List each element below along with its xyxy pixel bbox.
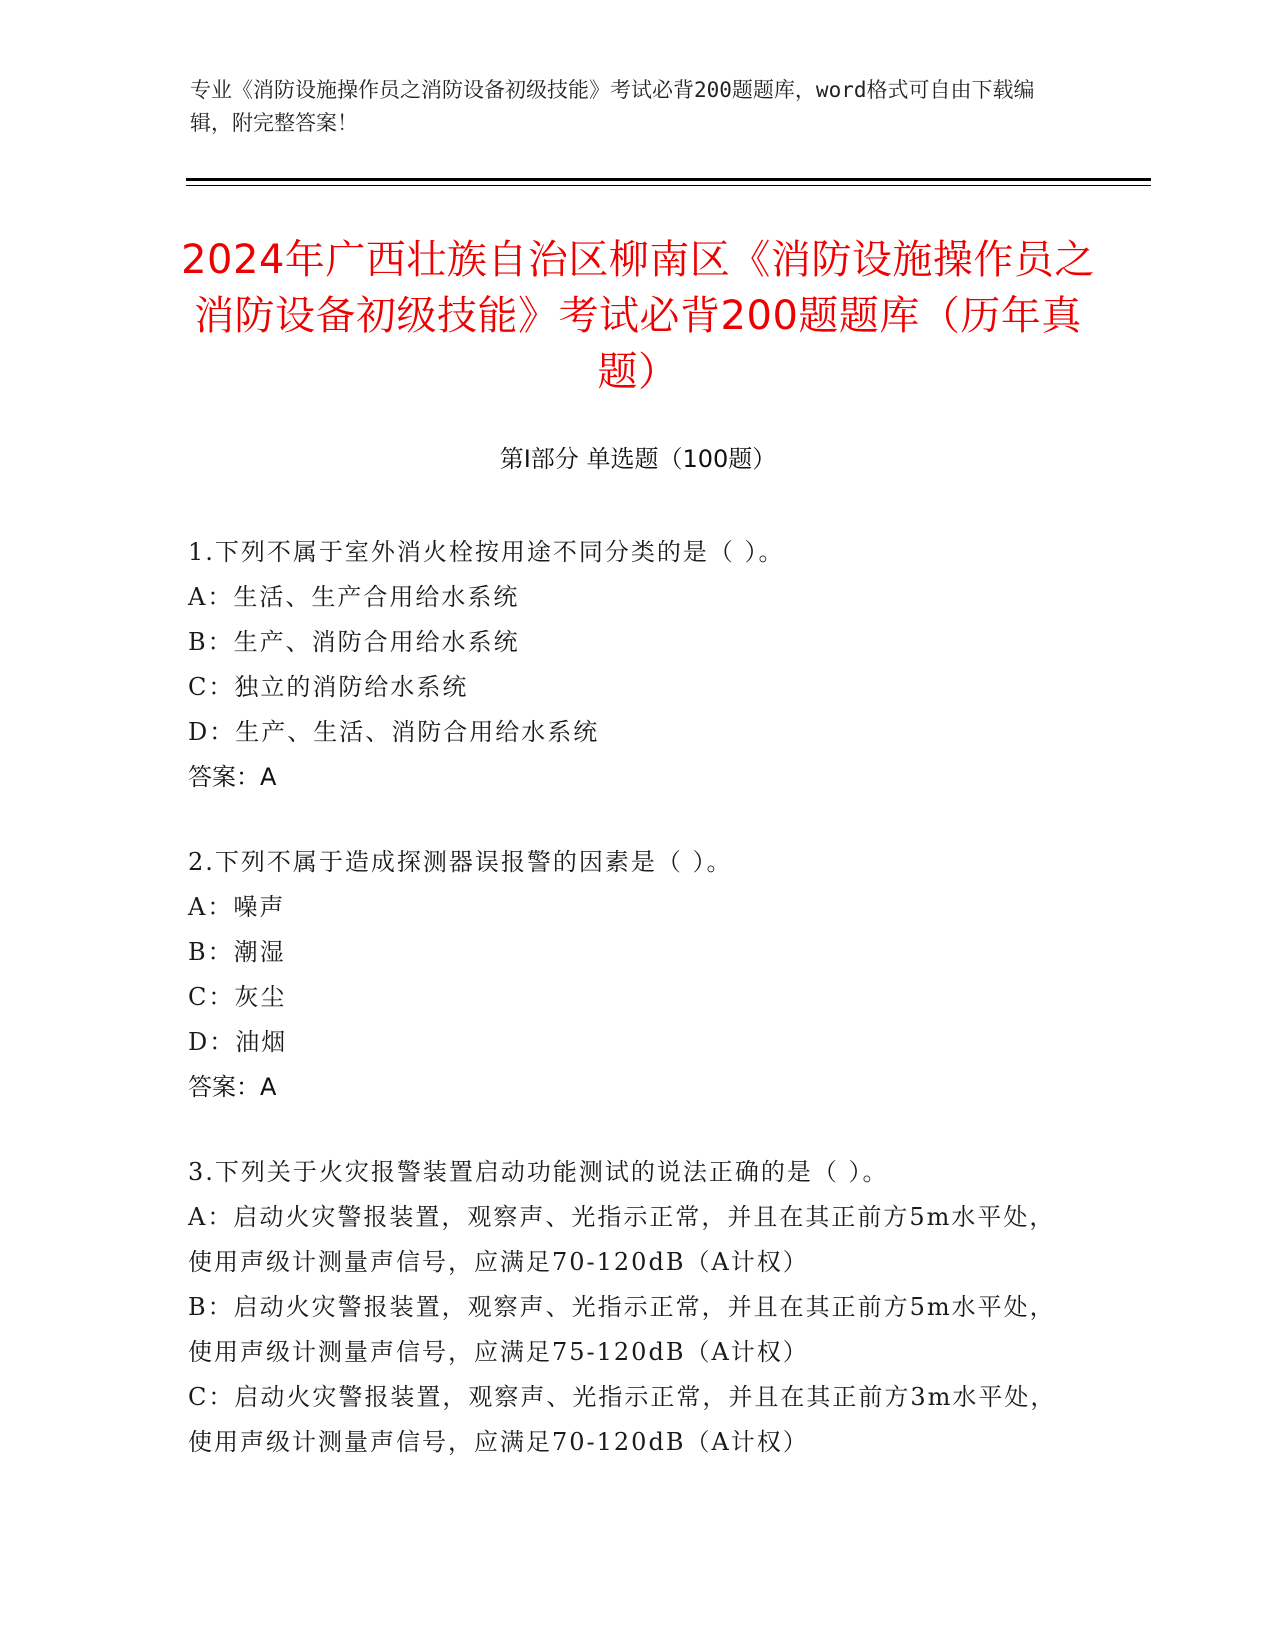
answer: 答案：A <box>188 763 277 791</box>
question-stem: 1.下列不属于室外消火栓按用途不同分类的是（ ）。 <box>188 538 785 566</box>
option-a: A：噪声 <box>188 893 286 921</box>
option-b: B：潮湿 <box>188 938 286 966</box>
question-stem: 3.下列关于火灾报警装置启动功能测试的说法正确的是（ ）。 <box>188 1158 889 1186</box>
document-title: 2024年广西壮族自治区柳南区《消防设施操作员之消防设备初级技能》考试必背200题题库（历年真题） <box>181 237 1095 395</box>
option-d: D：油烟 <box>188 1028 288 1056</box>
question-3 <box>188 1150 1068 1465</box>
answer: 答案：A <box>188 1073 277 1101</box>
question-1 <box>188 530 1068 800</box>
header-note: 专业《消防设施操作员之消防设备初级技能》考试必背200题题库，word格式可自由下载编辑，附完整答案！ <box>190 78 1035 135</box>
header-divider-thick <box>186 178 1151 181</box>
section-title: 第Ⅰ部分 单选题（100题） <box>499 445 777 473</box>
option-a: A：生活、生产合用给水系统 <box>188 583 520 611</box>
question-2 <box>188 840 1068 1110</box>
header-divider-thin <box>186 185 1151 186</box>
option-b: B：生产、消防合用给水系统 <box>188 628 520 656</box>
option-b: B：启动火灾警报装置，观察声、光指示正常，并且在其正前方5m水平处，使用声级计测量声信号，应满足75-120dB（A计权） <box>188 1293 1056 1366</box>
option-c: C：启动火灾警报装置，观察声、光指示正常，并且在其正前方3m水平处，使用声级计测量声信号，应满足70-120dB（A计权） <box>188 1383 1057 1456</box>
option-c: C：独立的消防给水系统 <box>188 673 469 701</box>
option-c: C：灰尘 <box>188 983 287 1011</box>
question-list <box>188 530 1068 1505</box>
option-d: D：生产、生活、消防合用给水系统 <box>188 718 600 746</box>
question-stem: 2.下列不属于造成探测器误报警的因素是（ ）。 <box>188 848 733 876</box>
option-a: A：启动火灾警报装置，观察声、光指示正常，并且在其正前方5m水平处，使用声级计测量声信号，应满足70-120dB（A计权） <box>188 1203 1056 1276</box>
